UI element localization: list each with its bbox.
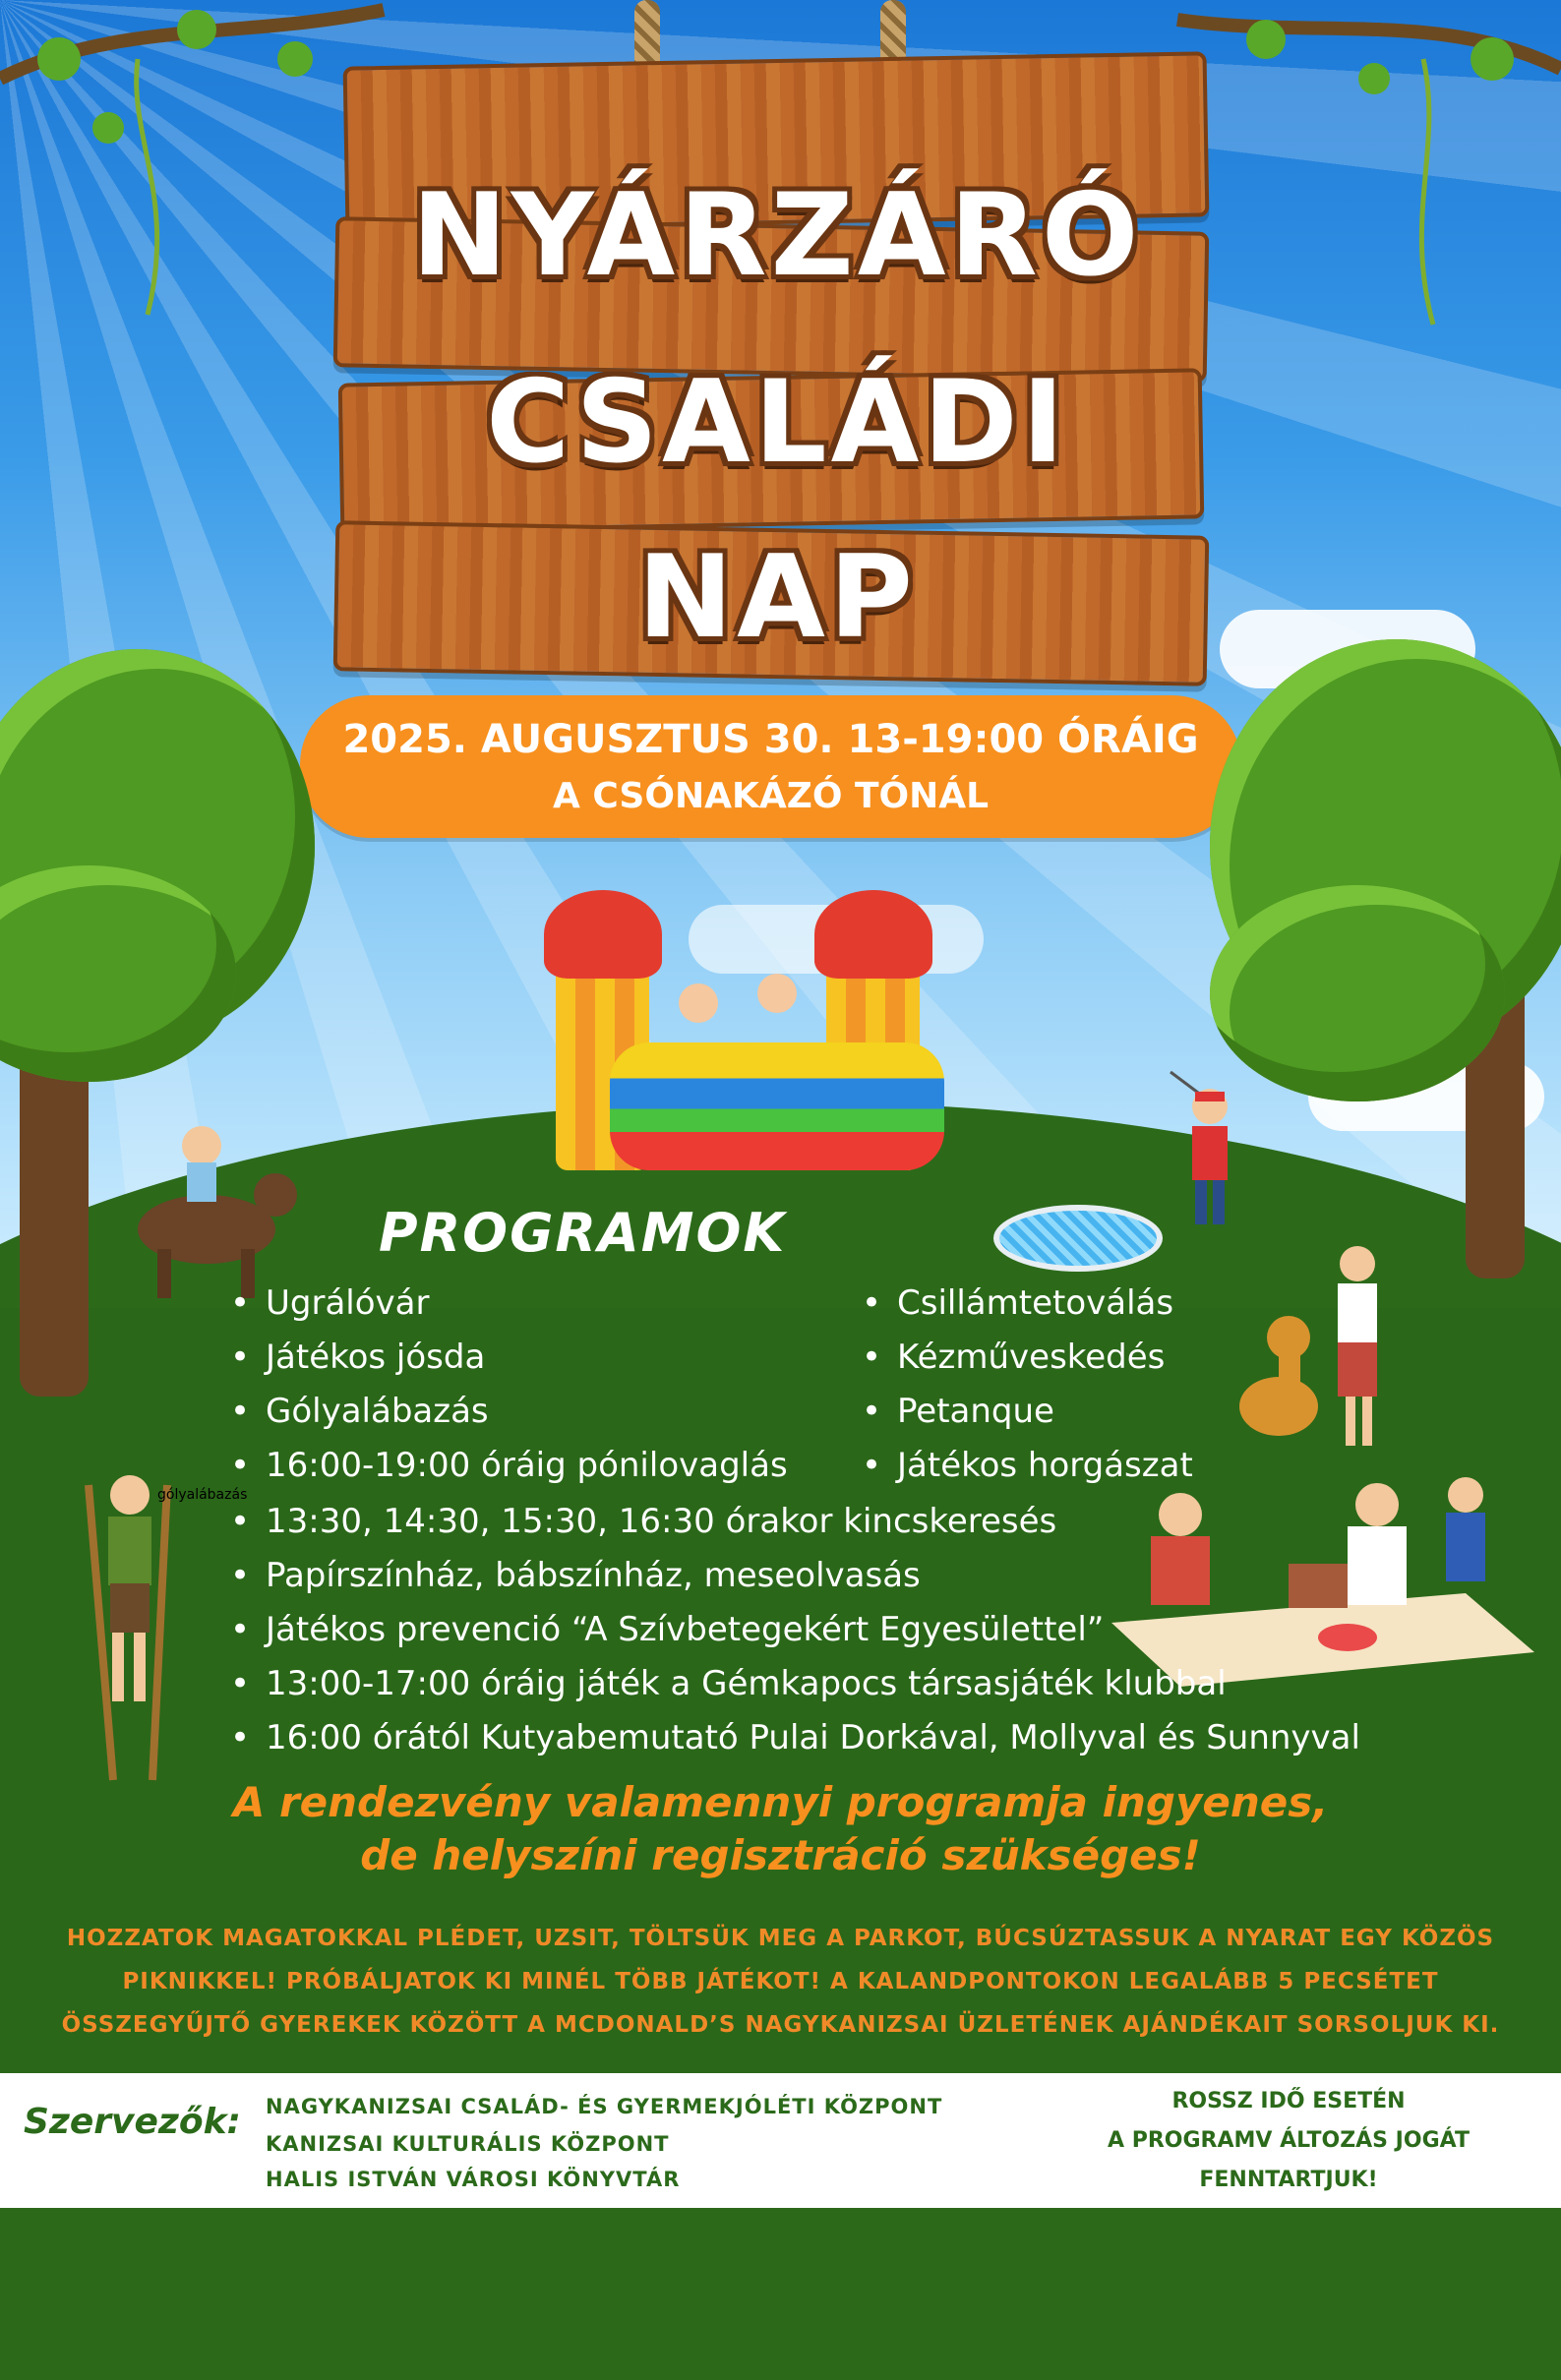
- program-item: • Ugrálóvár: [266, 1283, 429, 1323]
- stilt-walker-icon: [69, 1465, 197, 1790]
- woman-dog-icon: [1220, 1239, 1416, 1456]
- program-item: • Papírszínház, bábszínház, meseolvasás: [266, 1556, 921, 1595]
- program-item: • Kézműveskedés: [897, 1338, 1165, 1377]
- weather-notice-line: ROSSZ IDŐ ESETÉN: [1171, 2089, 1406, 2113]
- program-item: • Játékos jósda: [266, 1338, 485, 1377]
- organizers-label: Szervezők:: [24, 2102, 241, 2142]
- title-line-3: NAP: [637, 531, 917, 664]
- free-notice-line-1: A rendezvény valamennyi programja ingyenes,: [232, 1778, 1329, 1826]
- programs-heading: PROGRAMOK: [379, 1202, 787, 1264]
- paddling-pool-icon: [993, 1205, 1163, 1272]
- organizer-item: KANIZSAI KULTURÁLIS KÖZPONT: [266, 2132, 670, 2156]
- child-icon: [757, 974, 797, 1013]
- program-item: • Csillámtetoválás: [897, 1283, 1173, 1323]
- program-item: • Gólyalábazás: [266, 1392, 489, 1431]
- info-paragraph-line: HOZZATOK MAGATOKKAL PLÉDET, UZSIT, TÖLTSÜK MEG A PARKOT, BÚCSÚZTASSUK A NYARAT EGY KÖZÖS: [66, 1926, 1495, 1951]
- weather-notice-line: A PROGRAMV ÁLTOZÁS JOGÁT: [1108, 2128, 1470, 2153]
- title-line-1: NYÁRZÁRÓ: [411, 169, 1143, 302]
- title-line-2: CSALÁDI: [486, 356, 1068, 489]
- organizer-item: HALIS ISTVÁN VÁROSI KÖNYVTÁR: [266, 2168, 681, 2191]
- bounce-castle-icon: [610, 1042, 944, 1170]
- castle-roof-right: [814, 890, 932, 979]
- program-item: • 16:00-19:00 óráig pónilovaglás: [266, 1446, 788, 1485]
- date-location-pill: [300, 695, 1241, 838]
- castle-roof-left: [544, 890, 662, 979]
- event-date-time: 2025. AUGUSZTUS 30. 13-19:00 ÓRÁIG: [342, 717, 1199, 762]
- program-item: • Játékos horgászat: [897, 1446, 1193, 1485]
- weather-notice-line: FENNTARTJUK!: [1199, 2168, 1378, 2192]
- info-paragraph-line: ÖSSZEGYŰJTŐ GYEREKEK KÖZÖTT A MCDONALD’S NAGYKANIZSAI ÜZLETÉNEK AJÁNDÉKAIT SORSOLJUK KI.: [61, 2012, 1500, 2038]
- child-icon: [679, 983, 718, 1023]
- fishing-boy-icon: [1151, 1062, 1269, 1239]
- vine-right-icon: [1168, 0, 1561, 334]
- stilt-walker-label: gólyalábazás: [157, 1487, 248, 1503]
- event-location: A CSÓNAKÁZÓ TÓNÁL: [552, 776, 990, 816]
- info-paragraph-line: PIKNIKKEL! PRÓBÁLJATOK KI MINÉL TÖBB JÁTÉKOT! A KALANDPONTOKON LEGALÁBB 5 PECSÉTET: [122, 1969, 1439, 1994]
- program-item: • 13:00-17:00 óráig játék a Gémkapocs társasjáték klubbal: [266, 1664, 1227, 1703]
- program-item: • Játékos prevenció “A Szívbetegekért Egyesülettel”: [266, 1610, 1104, 1649]
- picnic-family-icon: [1092, 1475, 1544, 1692]
- pony-rider-icon: [108, 1101, 305, 1298]
- organizer-item: NAGYKANIZSAI CSALÁD- ÉS GYERMEKJÓLÉTI KÖZPONT: [266, 2095, 943, 2118]
- program-item: • Petanque: [897, 1392, 1054, 1431]
- program-item: • 16:00 órától Kutyabemutató Pulai Dorkával, Mollyval és Sunnyval: [266, 1718, 1360, 1757]
- program-item: • 13:30, 14:30, 15:30, 16:30 órakor kincskeresés: [266, 1502, 1056, 1541]
- free-notice-line-2: de helyszíni regisztráció szükséges!: [360, 1831, 1201, 1879]
